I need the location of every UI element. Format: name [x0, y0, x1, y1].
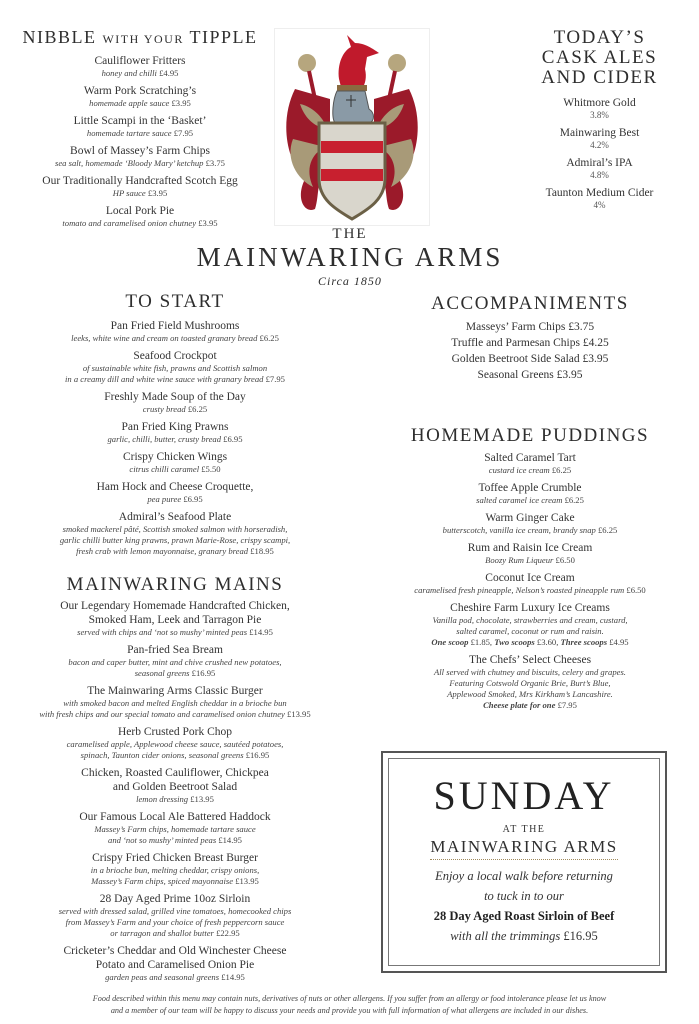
ale-name: Whitmore Gold [563, 97, 636, 109]
ale-name: Mainwaring Best [559, 127, 640, 139]
item-desc [0, 464, 350, 475]
menu-item [0, 810, 350, 846]
item-name: Admiral’s Seafood Plate [118, 511, 232, 523]
item-desc-text: from Massey’s Farm and your choice of fresh peppercorn sauce [65, 917, 285, 927]
menu-item [0, 450, 350, 475]
starters-title: TO START [125, 291, 225, 312]
item-desc [0, 972, 350, 983]
nibble-section [0, 26, 280, 234]
ale-item [500, 186, 699, 211]
item-name: The Chefs’ Select Cheeses [468, 654, 592, 666]
item-name: Pan Fried Field Mushrooms [110, 320, 240, 332]
brand-header [150, 226, 550, 290]
menu-item [380, 601, 680, 648]
scoop-label: Two scoops [494, 637, 535, 647]
item-name: Chicken, Roasted Cauliflower, Chickpea [81, 767, 269, 779]
item-name: Bowl of Massey’s Farm Chips [70, 145, 210, 157]
menu-item [0, 510, 350, 557]
crest-frame [274, 28, 430, 226]
accompaniment-item [380, 351, 680, 367]
item-desc [0, 928, 350, 939]
brand-the: THE [332, 226, 368, 242]
item-desc-text: lemon dressing [136, 794, 189, 804]
item-desc-text: with fresh chips and our special tomato and caramelised onion chutney [39, 709, 285, 719]
ales-list [500, 96, 699, 211]
item-price: £6.50 [626, 585, 646, 595]
ales-title-line: CASK ALES [541, 47, 658, 68]
item-price: £14.95 [221, 972, 245, 982]
item-desc [0, 835, 350, 846]
item-name: Local Pork Pie [105, 205, 175, 217]
item-name: Toffee Apple Crumble [478, 482, 582, 494]
ale-item [500, 96, 699, 121]
item-desc [0, 917, 350, 928]
item-price: £3.75 [568, 321, 595, 333]
item-name: Freshly Made Soup of the Day [104, 391, 246, 403]
menu-item [0, 54, 280, 79]
item-name: Pan-fried Sea Bream [127, 644, 223, 656]
cheese-plate-label: Cheese plate for one [483, 700, 556, 710]
item-price: £3.75 [205, 158, 225, 168]
ale-abv: 4.2% [590, 140, 609, 150]
item-name: Our Famous Local Ale Battered Haddock [79, 811, 271, 823]
item-desc [0, 434, 350, 445]
item-desc-text: homemade apple sauce [89, 98, 170, 108]
item-desc-text: butterscotch, vanilla ice cream, brandy snap [442, 525, 596, 535]
nibble-title-part: TIPPLE [189, 27, 258, 47]
ales-title-line: AND CIDER [541, 67, 658, 88]
item-price: £3.95 [582, 353, 609, 365]
item-price: £13.95 [287, 709, 311, 719]
item-desc [0, 363, 350, 374]
coat-of-arms-icon [275, 29, 429, 225]
brand-circa: Circa 1850 [318, 274, 382, 288]
scoop-label: Three scoops [560, 637, 608, 647]
item-desc [0, 98, 280, 109]
item-name: Potato and Caramelised Onion Pie [95, 959, 255, 971]
puddings-title: HOMEMADE PUDDINGS [410, 425, 650, 446]
item-desc-text: citrus chilli caramel [129, 464, 200, 474]
accompaniments-title: ACCOMPANIMENTS [431, 293, 629, 314]
item-desc-text: homemade tartare sauce [86, 128, 172, 138]
item-desc-text: and ‘not so mushy’ minted peas [108, 835, 217, 845]
item-desc-text: tomato and caramelised onion chutney [62, 218, 197, 228]
item-desc [380, 495, 680, 506]
scoop-price: £4.95 [609, 637, 629, 647]
item-desc [0, 739, 350, 750]
item-desc-text: leeks, white wine and cream on toasted granary bread [71, 333, 258, 343]
accompaniments-list [380, 319, 680, 383]
item-name: Truffle and Parmesan Chips [451, 337, 580, 349]
item-desc [0, 865, 350, 876]
brand-name: MAINWARING ARMS [196, 242, 504, 272]
item-desc [0, 698, 350, 709]
item-desc-text: spinach, Taunton cider onions, seasonal greens [80, 750, 244, 760]
item-desc [0, 627, 350, 638]
item-desc [380, 465, 680, 476]
item-price: £3.95 [147, 188, 168, 198]
item-desc [0, 374, 350, 385]
starters-list [0, 319, 350, 557]
item-price: £14.95 [218, 835, 242, 845]
ale-abv: 4% [593, 200, 606, 210]
item-name: Our Legendary Homemade Handcrafted Chicken, [60, 600, 290, 612]
item-desc-text: caramelised apple, Applewood cheese sauce, sautéed potatoes, [66, 739, 284, 749]
item-price: £3.95 [198, 218, 218, 228]
item-desc-text: served with dressed salad, grilled vine tomatoes, homecooked chips [58, 906, 292, 916]
item-desc: Featuring Cotswold Organic Brie, Burt’s Blue, [449, 678, 611, 688]
sunday-venue: MAINWARING ARMS [430, 837, 617, 860]
menu-item [0, 599, 350, 638]
item-desc [0, 68, 280, 79]
item-desc [0, 824, 350, 835]
item-price: £6.25 [187, 404, 208, 414]
item-name: Rum and Raisin Ice Cream [467, 542, 593, 554]
item-desc [380, 525, 680, 536]
item-name: Our Traditionally Handcrafted Scotch Egg [42, 175, 238, 187]
item-name: Masseys’ Farm Chips [465, 321, 566, 333]
item-name: The Mainwaring Arms Classic Burger [87, 685, 263, 697]
item-desc [0, 333, 350, 344]
item-name: Cauliflower Fritters [94, 55, 186, 67]
menu-item [0, 892, 350, 939]
item-desc [380, 555, 680, 566]
menu-item [380, 653, 680, 711]
menu-item [0, 319, 350, 344]
item-name: Cheshire Farm Luxury Ice Creams [450, 602, 610, 614]
item-desc [0, 188, 280, 199]
nibble-title-part: NIBBLE [22, 27, 97, 47]
item-desc: salted caramel, coconut or rum and raisin. [456, 626, 604, 636]
item-price: £6.50 [555, 555, 575, 565]
item-desc-text: Massey’s Farm chips, homemade tartare sauce [94, 824, 256, 834]
item-desc [0, 535, 350, 546]
item-desc-text: bacon and caper butter, mint and chive crushed new potatoes, [68, 657, 282, 667]
mains-title: MAINWARING MAINS [66, 574, 284, 595]
menu-item [0, 349, 350, 385]
sunday-at-the: AT THE [502, 824, 546, 835]
item-desc-text: fresh crab with lemon mayonnaise, granary bread [76, 546, 249, 556]
item-desc [0, 158, 280, 169]
menu-item [380, 571, 680, 596]
allergen-line: and a member of our team will be happy to discuss your needs and provide you with full information of what allergens are included in our dishes. [110, 1006, 589, 1015]
item-name: Little Scampi in the ‘Basket’ [73, 115, 207, 127]
sunday-line1: Enjoy a local walk before returning [435, 869, 613, 883]
ales-title-line: TODAY’S [553, 27, 646, 48]
item-name: Crispy Chicken Wings [122, 451, 228, 463]
sunday-price: £16.95 [563, 929, 598, 943]
item-name: Seasonal Greens [477, 369, 554, 381]
puddings-section [380, 425, 680, 716]
item-desc-text: crusty bread [142, 404, 186, 414]
item-name: Smoked Ham, Leek and Tarragon Pie [88, 614, 262, 626]
item-desc-text: Massey’s Farm chips, spiced mayonnaise [91, 876, 234, 886]
sunday-content [383, 775, 665, 946]
item-desc [0, 404, 350, 415]
item-desc-text: HP sauce [112, 188, 146, 198]
item-price: £7.95 [173, 128, 194, 138]
ale-item [500, 126, 699, 151]
nibble-title-small: WITH YOUR [102, 32, 184, 46]
menu-item [380, 451, 680, 476]
item-desc-text: salted caramel ice cream [476, 495, 563, 505]
accompaniments-section [380, 293, 680, 383]
item-desc [0, 709, 350, 720]
starters-section [0, 291, 350, 562]
item-desc-text: garlic, chilli, butter, crusty bread [107, 434, 222, 444]
menu-item [0, 174, 280, 199]
item-desc-text: caramelised fresh pineapple, Nelson’s roasted pineapple rum [414, 585, 625, 595]
item-price: £7.95 [265, 374, 285, 384]
item-desc [0, 668, 350, 679]
item-price: £6.25 [597, 525, 618, 535]
menu-item [0, 84, 280, 109]
item-desc [380, 585, 680, 596]
ale-item [500, 156, 699, 181]
item-name: Crispy Fried Chicken Breast Burger [92, 852, 258, 864]
item-price: £3.95 [171, 98, 191, 108]
scoop-label: One scoop [431, 637, 469, 647]
item-desc-text: seasonal greens [134, 668, 190, 678]
item-desc-text: smoked mackerel pâté, Scottish smoked salmon with horseradish, [62, 524, 288, 534]
menu-item [0, 851, 350, 887]
mains-section [0, 574, 350, 988]
item-price: £18.95 [250, 546, 274, 556]
menu-item [0, 144, 280, 169]
item-desc-text: Boozy Rum Liqueur [485, 555, 554, 565]
ale-abv: 4.8% [590, 170, 609, 180]
ales-section [500, 28, 699, 216]
item-price: £13.95 [235, 876, 259, 886]
menu-item [0, 480, 350, 505]
item-price: £6.25 [259, 333, 279, 343]
sunday-box [381, 751, 667, 973]
accompaniment-item [380, 335, 680, 351]
item-desc [0, 657, 350, 668]
menu-item [0, 684, 350, 720]
menu-item [0, 643, 350, 679]
item-price: £6.25 [564, 495, 584, 505]
item-desc-text: of sustainable white fish, prawns and Scottish salmon [82, 363, 268, 373]
item-desc-text: custard ice cream [488, 465, 550, 475]
item-desc-text: served with chips and ‘not so mushy’ minted peas [77, 627, 248, 637]
item-price: £14.95 [249, 627, 273, 637]
allergen-footer [0, 993, 699, 1017]
sunday-trimmings: with all the trimmings [450, 929, 561, 943]
ales-title [500, 28, 699, 88]
item-name: Cricketer’s Cheddar and Old Winchester Cheese [63, 945, 287, 957]
accompaniment-item [380, 319, 680, 335]
item-name: Seafood Crockpot [133, 350, 217, 362]
item-name: 28 Day Aged Prime 10oz Sirloin [99, 893, 251, 905]
menu-item [0, 420, 350, 445]
item-desc-text: garden peas and seasonal greens [105, 972, 220, 982]
item-desc-text: garlic chilli butter king prawns, prawn Marie-Rose, crispy scampi, [59, 535, 291, 545]
item-price: £4.25 [582, 337, 609, 349]
menu-item [0, 766, 350, 805]
ale-name: Taunton Medium Cider [545, 187, 654, 199]
item-price: £22.95 [216, 928, 240, 938]
item-price: £6.95 [183, 494, 203, 504]
sunday-line2: to tuck in to our [484, 889, 564, 903]
item-desc-text: with smoked bacon and melted English cheddar in a brioche bun [63, 698, 287, 708]
item-desc [0, 524, 350, 535]
cheese-plate-price: £7.95 [557, 700, 577, 710]
item-name: and Golden Beetroot Salad [112, 781, 238, 793]
item-desc [0, 906, 350, 917]
item-desc [0, 876, 350, 887]
item-price: £16.95 [191, 668, 216, 678]
item-price: £13.95 [190, 794, 214, 804]
item-desc-text: or tarragon and shallot butter [110, 928, 214, 938]
item-price: £16.95 [245, 750, 270, 760]
item-desc: Applewood Smoked, Mrs Kirkham’s Lancashire. [447, 689, 613, 699]
item-desc [0, 794, 350, 805]
item-name: Ham Hock and Cheese Croquette, [96, 481, 254, 493]
item-price: £5.50 [201, 464, 221, 474]
sunday-dish: 28 Day Aged Roast Sirloin of Beef [433, 909, 615, 923]
menu-item [0, 944, 350, 983]
menu-item [0, 390, 350, 415]
menu-item [0, 725, 350, 761]
scoop-price: £1.85, [470, 637, 493, 647]
item-name: Herb Crusted Pork Chop [117, 726, 233, 738]
item-desc: Vanilla pod, chocolate, strawberries and cream, custard, [432, 615, 628, 625]
menu-item [380, 481, 680, 506]
item-desc [0, 128, 280, 139]
item-desc [0, 750, 350, 761]
item-desc-text: sea salt, homemade ‘Bloody Mary’ ketchup [55, 158, 204, 168]
menu-item [0, 114, 280, 139]
item-name: Salted Caramel Tart [484, 452, 576, 464]
item-price: £6.95 [223, 434, 243, 444]
item-name: Golden Beetroot Side Salad [451, 353, 580, 365]
menu-item [380, 541, 680, 566]
ale-name: Admiral’s IPA [566, 157, 633, 169]
item-price: £3.95 [556, 369, 583, 381]
item-name: Pan Fried King Prawns [121, 421, 229, 433]
item-desc-text: pea puree [147, 494, 182, 504]
item-desc: All served with chutney and biscuits, celery and grapes. [434, 667, 626, 677]
nibble-title [0, 26, 280, 50]
item-desc-text: in a brioche bun, melting cheddar, crispy onions, [90, 865, 260, 875]
ale-abv: 3.8% [590, 110, 609, 120]
puddings-list [380, 451, 680, 596]
accompaniment-item [380, 367, 680, 383]
item-price: £6.25 [551, 465, 572, 475]
scoop-prices [380, 637, 680, 648]
scoop-price: £3.60, [536, 637, 559, 647]
item-name: Warm Ginger Cake [485, 512, 575, 524]
item-desc [0, 494, 350, 505]
allergen-line: Food described within this menu may contain nuts, derivatives of nuts or other allergens. If you suffer from an allergy or food intolerance please let us know [92, 994, 607, 1003]
item-desc-text: in a creamy dill and white wine sauce with granary bread [65, 374, 264, 384]
nibble-list [0, 54, 280, 229]
cheese-plate [380, 700, 680, 711]
menu-item [380, 511, 680, 536]
item-desc [0, 546, 350, 557]
mains-list [0, 599, 350, 983]
sunday-line4 [383, 926, 665, 946]
item-name: Warm Pork Scratching’s [83, 85, 197, 97]
item-price: £4.95 [159, 68, 179, 78]
item-name: Coconut Ice Cream [485, 572, 575, 584]
item-desc-text: honey and chilli [101, 68, 157, 78]
sunday-title: SUNDAY [433, 773, 615, 818]
